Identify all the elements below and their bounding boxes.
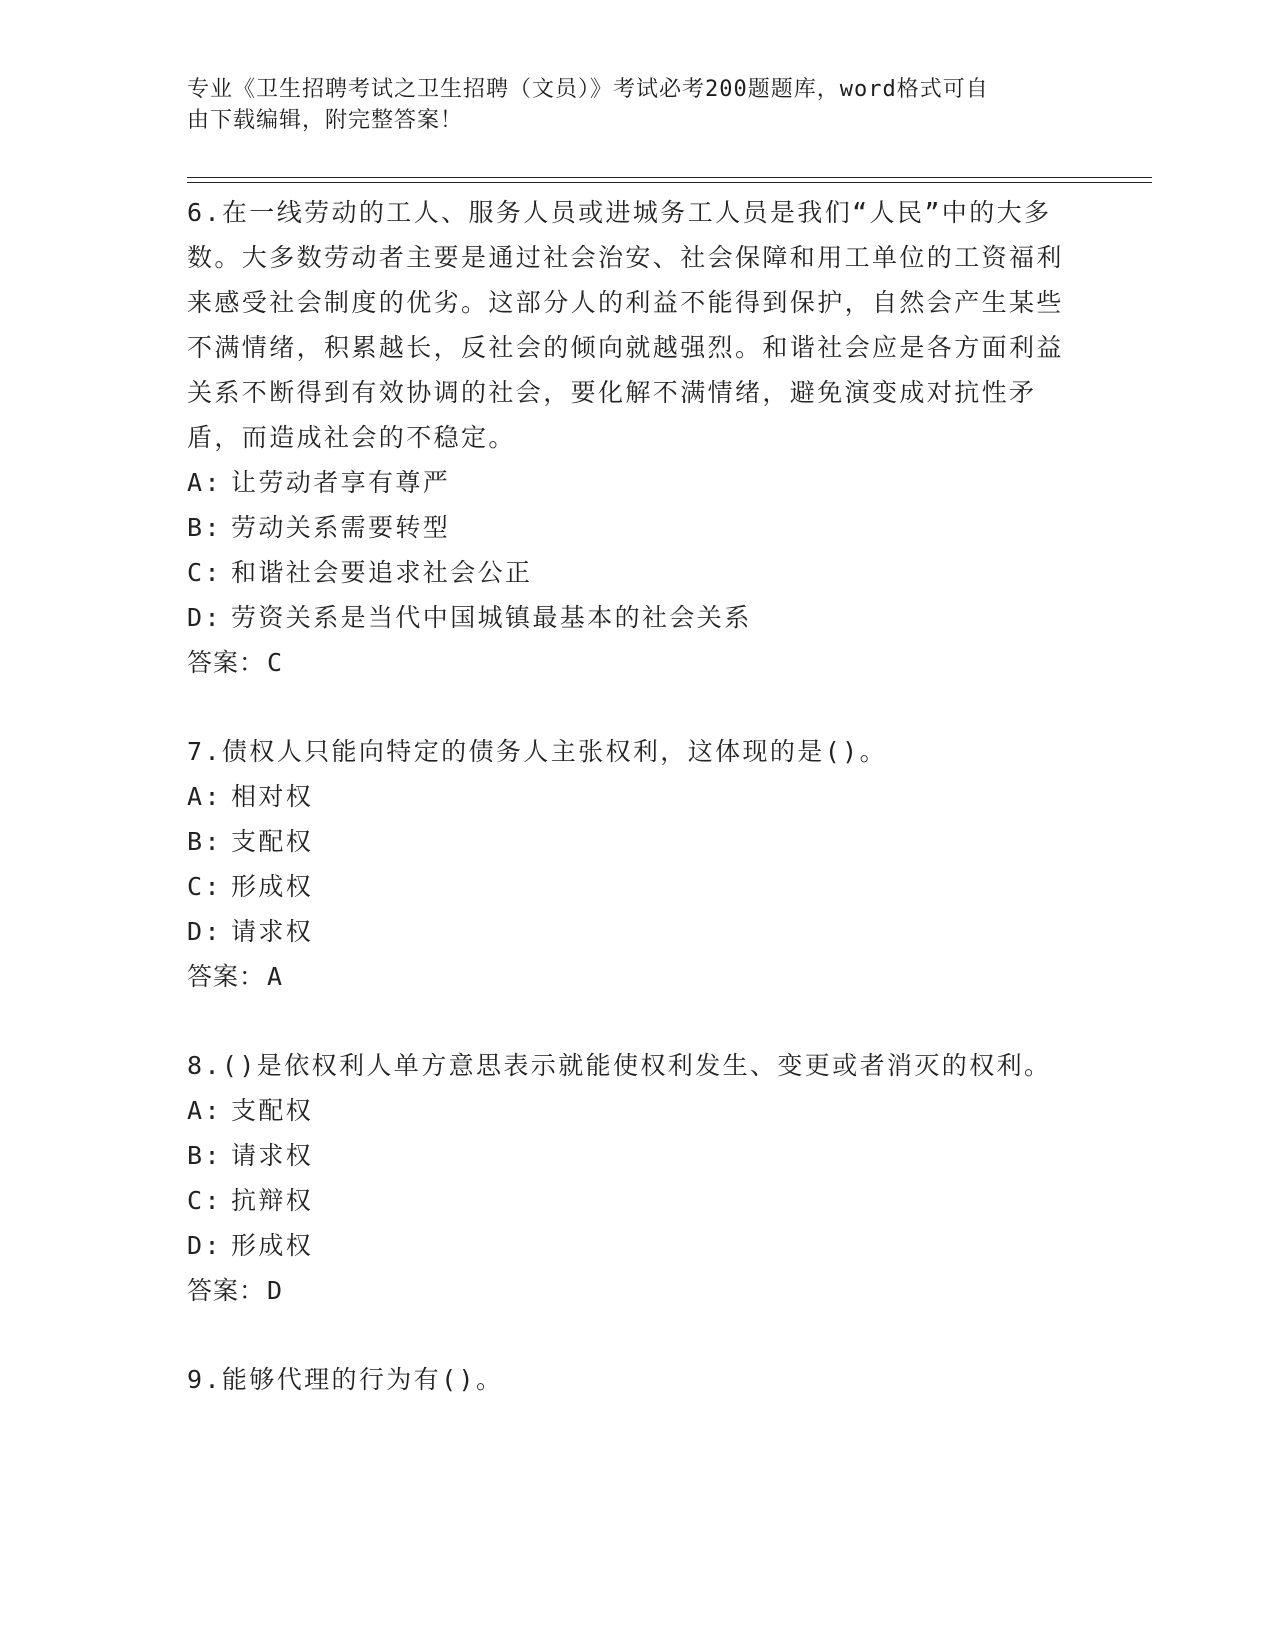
option-key: D:: [187, 1231, 222, 1260]
option-text: 劳资关系是当代中国城镇最基本的社会关系: [231, 603, 752, 632]
option-key: D:: [187, 917, 222, 946]
answer-label: 答案：: [187, 962, 266, 991]
question-text: 9.能够代理的行为有()。: [187, 1365, 504, 1394]
option-text: 形成权: [231, 872, 314, 901]
question-9: [187, 1357, 1067, 1402]
option-a: [187, 460, 1067, 505]
question-text: 7.债权人只能向特定的债务人主张权利，这体现的是()。: [187, 737, 888, 766]
option-d: [187, 909, 1067, 954]
option-text: 和谐社会要追求社会公正: [231, 558, 533, 587]
option-d: [187, 1223, 1067, 1268]
question-8: [187, 1043, 1067, 1313]
option-key: C:: [187, 872, 222, 901]
answer-value: C: [267, 648, 284, 677]
question-list: [187, 190, 1067, 1446]
option-key: A:: [187, 782, 222, 811]
option-key: A:: [187, 1096, 222, 1125]
option-text: 支配权: [231, 1096, 314, 1125]
option-b: [187, 1133, 1067, 1178]
question-text: 6.在一线劳动的工人、服务人员或进城务工人员是我们“人民”中的大多数。大多数劳动者主要是通过社会治安、社会保障和用工单位的工资福利来感受社会制度的优劣。这部分人的利益不能得到保护，自然会产生某些不满情绪，积累越长，反社会的倾向就越强烈。和谐社会应是各方面利益关系不断得到有效协调的社会，要化解不满情绪，避免演变成对抗性矛盾，而造成社会的不稳定。: [187, 198, 1064, 452]
answer-line: [187, 954, 1067, 999]
option-b: [187, 819, 1067, 864]
option-key: B:: [187, 827, 222, 856]
option-d: [187, 595, 1067, 640]
option-key: A:: [187, 468, 222, 497]
question-7: [187, 729, 1067, 999]
option-key: C:: [187, 1186, 222, 1215]
answer-label: 答案：: [187, 1276, 266, 1305]
answer-line: [187, 1268, 1067, 1313]
option-text: 抗辩权: [231, 1186, 314, 1215]
page-header: [187, 74, 1067, 136]
answer-value: D: [267, 1276, 284, 1305]
question-text: 8.()是依权利人单方意思表示就能使权利发生、变更或者消灭的权利。: [187, 1051, 1052, 1080]
option-key: B:: [187, 513, 222, 542]
option-text: 形成权: [231, 1231, 314, 1260]
option-text: 让劳动者享有尊严: [231, 468, 451, 497]
header-line-2: 由下载编辑，附完整答案！: [187, 108, 464, 133]
option-text: 请求权: [231, 1141, 314, 1170]
option-c: [187, 550, 1067, 595]
header-double-rule: [187, 177, 1152, 183]
option-text: 请求权: [231, 917, 314, 946]
option-text: 支配权: [231, 827, 314, 856]
option-a: [187, 774, 1067, 819]
option-b: [187, 505, 1067, 550]
option-text: 相对权: [231, 782, 314, 811]
option-text: 劳动关系需要转型: [231, 513, 451, 542]
option-c: [187, 864, 1067, 909]
option-key: C:: [187, 558, 222, 587]
answer-line: [187, 640, 1067, 685]
answer-label: 答案：: [187, 648, 266, 677]
question-6: [187, 190, 1067, 685]
option-a: [187, 1088, 1067, 1133]
option-key: B:: [187, 1141, 222, 1170]
answer-value: A: [267, 962, 284, 991]
option-c: [187, 1178, 1067, 1223]
option-key: D:: [187, 603, 222, 632]
header-line-1: 专业《卫生招聘考试之卫生招聘（文员）》考试必考200题题库，word格式可自: [187, 77, 989, 102]
